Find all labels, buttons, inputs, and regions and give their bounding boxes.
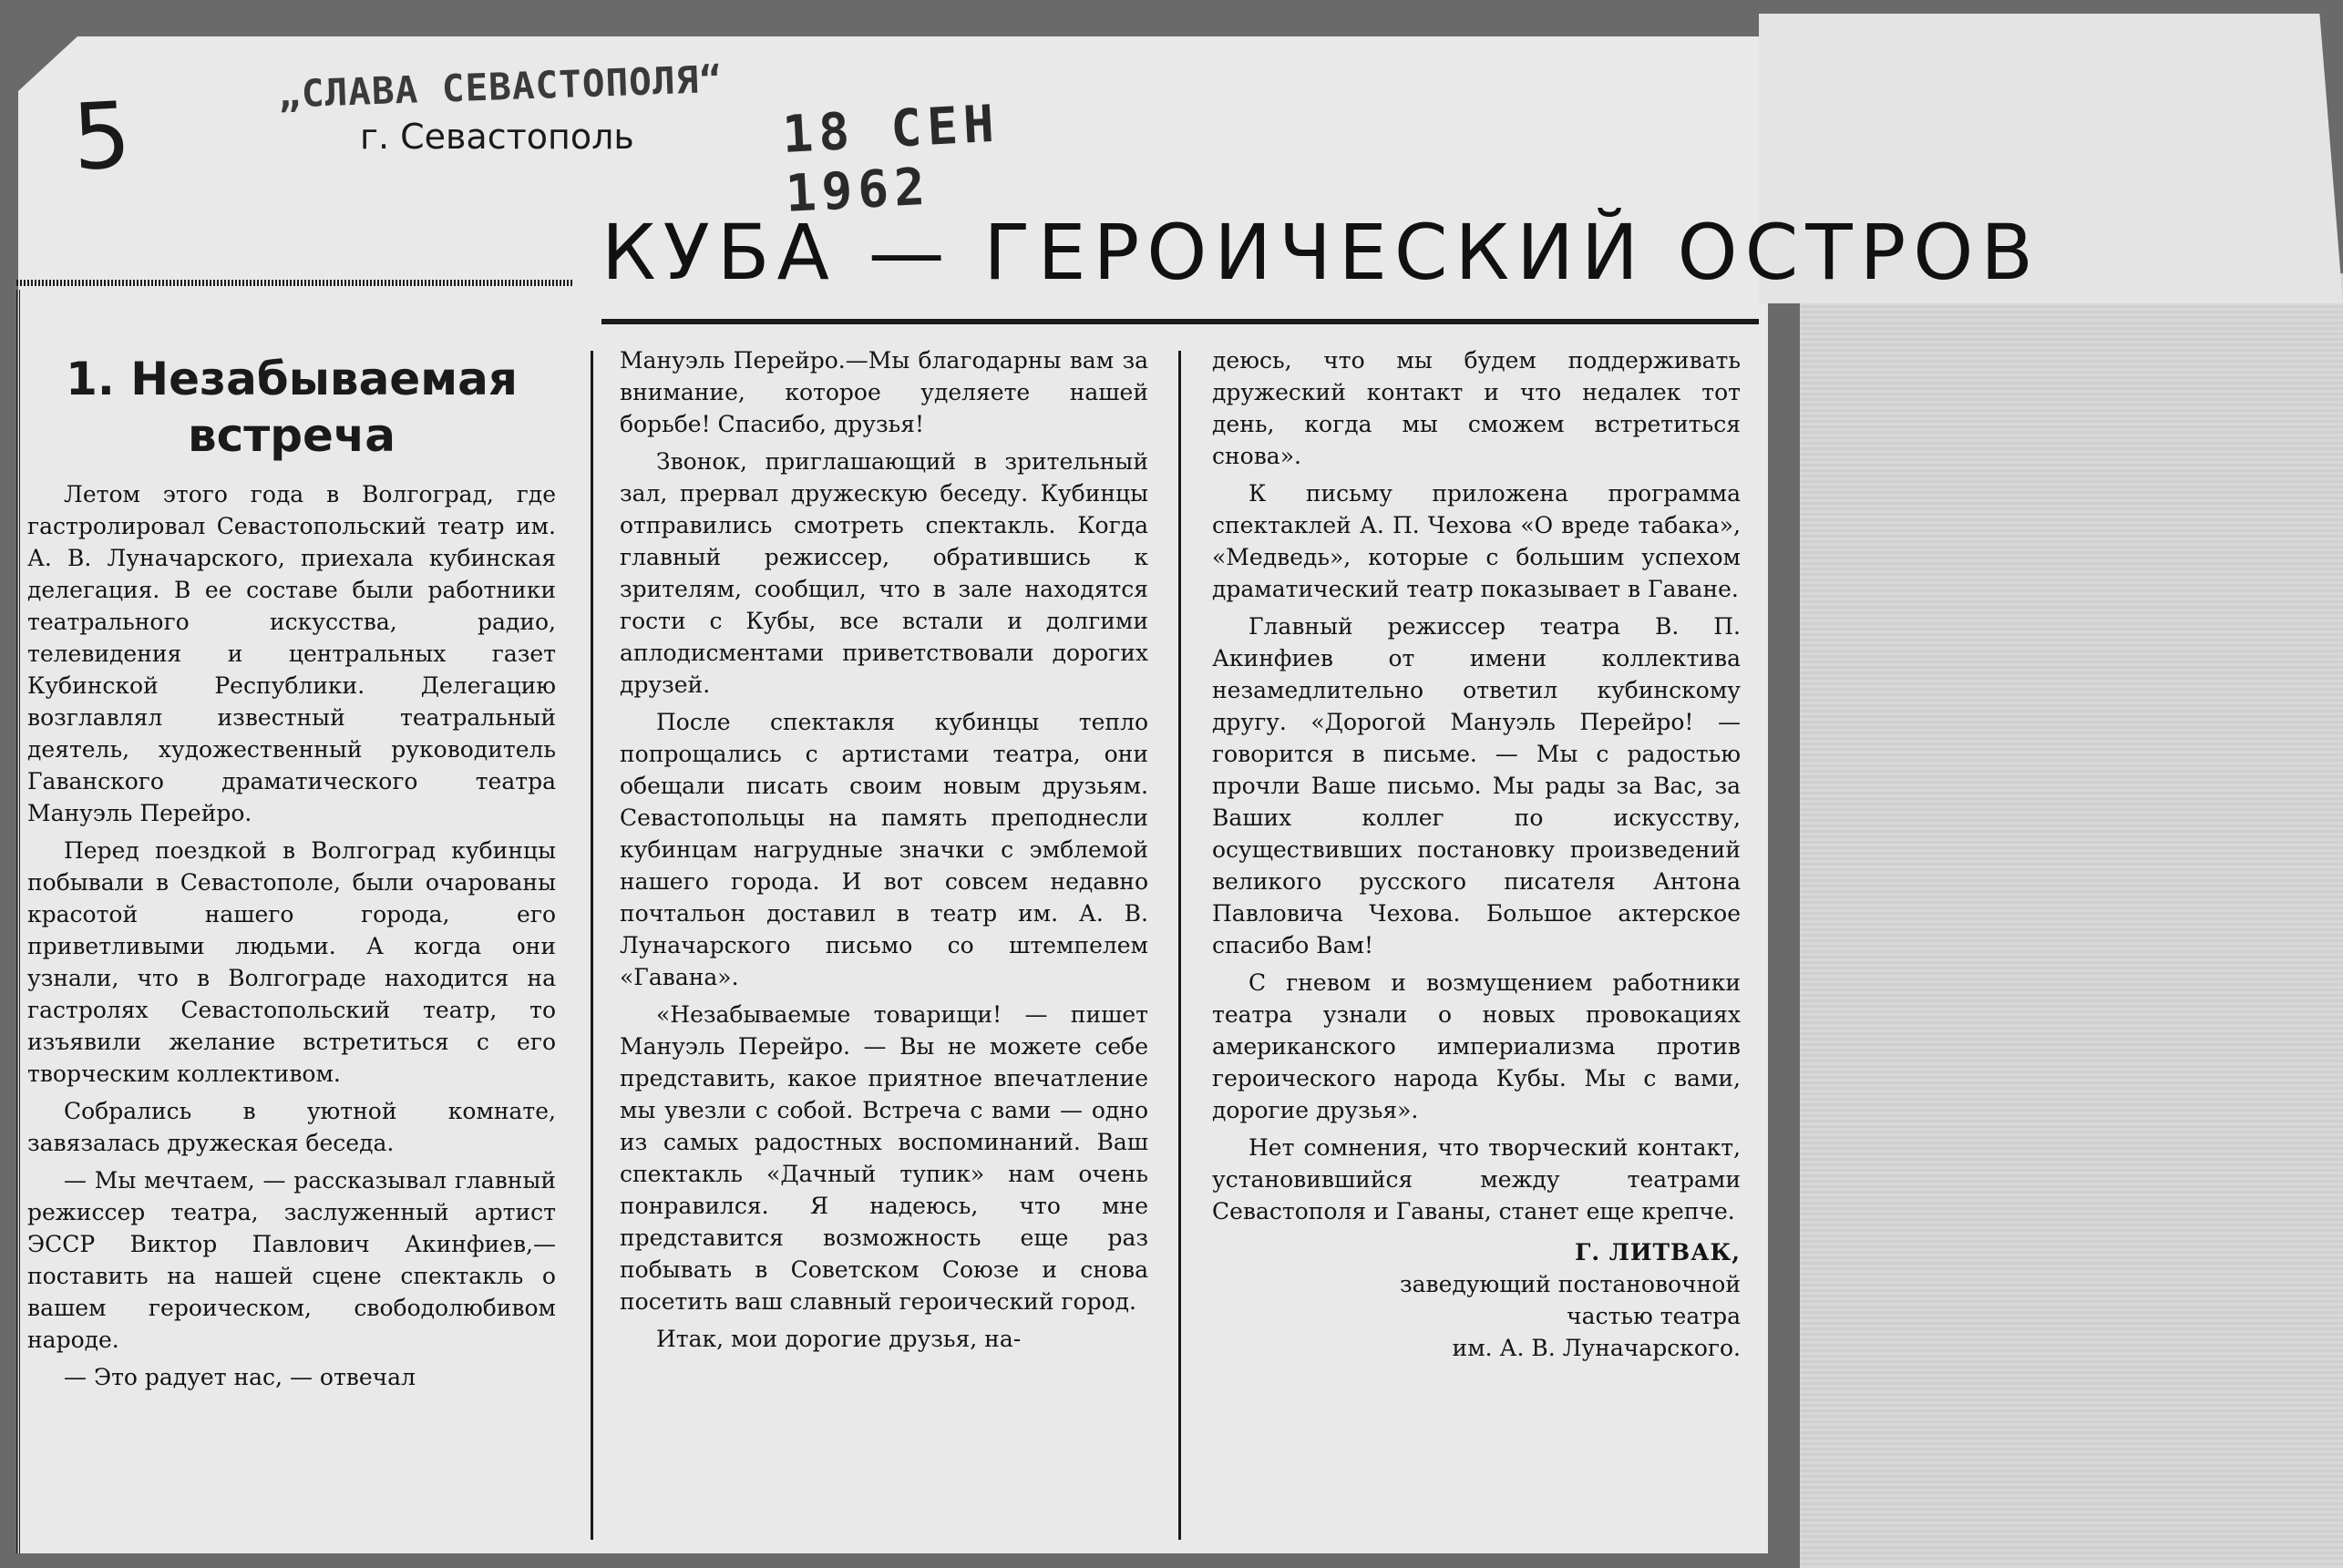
signature-title: заведующий постановочной	[1400, 1271, 1741, 1297]
paragraph: Летом этого года в Волгоград, где гастролировал Севастопольский театр им. А. В. Луначарского, приехала кубинская делегация. В ее составе были работники театрального искусства, радио, телевидения и центральных газет Кубинской Республики. Делегацию возглавлял известный театральный деятель, художественный руководитель Гаванского драматического театра Мануэль Перейро.	[27, 481, 556, 826]
paragraph: деюсь, что мы будем поддерживать дружеский контакт и что недалек тот день, когда мы сможем встретиться снова».	[1212, 347, 1741, 469]
paragraph: После спектакля кубинцы тепло попрощались с артистами театра, они обещали писать своим новым друзьям. Севастопольцы на память преподнесли кубинцам нагрудные значки с эмблемой нашего города. И вот совсем недавно почтальон доставил в театр им. А. В. Луначарского письмо со штемпелем «Гавана».	[620, 709, 1148, 990]
newspaper-city: г. Севастополь	[360, 117, 634, 157]
paragraph: Нет сомнения, что творческий контакт, установившийся между театрами Севастополя и Гаваны, станет еще крепче.	[1212, 1134, 1741, 1225]
paragraph: Собрались в уютной комнате, завязалась дружеская беседа.	[27, 1098, 556, 1156]
paragraph: С гневом и возмущением работники театра узнали о новых провокациях американского империализма против героического народа Кубы. Мы с вами, дорогие друзья».	[1212, 969, 1741, 1123]
paragraph: — Это радует нас, — отвечал	[64, 1364, 416, 1390]
paragraph: Перед поездкой в Волгоград кубинцы побывали в Севастополе, были очарованы красотой нашего города, его приветливыми людьми. А когда они узнали, что в Волгограде находится на гастролях Севастопольский театр, то изъявили желание встретиться с его творческим коллективом.	[27, 837, 556, 1087]
article-subhead: 1. Незабываемая встреча	[66, 353, 518, 462]
article-border-left	[16, 290, 20, 1553]
signature-title: частью театра	[1567, 1303, 1741, 1329]
cardboard-backing	[1800, 273, 2343, 1568]
paragraph: Мануэль Перейро.—Мы благодарны вам за внимание, которое уделяете нашей борьбе! Спасибо, друзья!	[620, 347, 1148, 437]
signature-title: им. А. В. Луначарского.	[1452, 1335, 1741, 1361]
article-signature	[1212, 1236, 1741, 1364]
headline-rule	[601, 319, 1759, 324]
paragraph: «Незабываемые товарищи! — пишет Мануэль Перейро. — Вы не можете себе представить, какое приятное впечатление мы увезли с собой. Встреча с вами — одно из самых радостных воспоминаний. Ваш спектакль «Дачный тупик» нам очень понравился. Я надеюсь, что мне представится возможность еще раз побывать в Советском Союзе и снова посетить ваш славный героический город.	[620, 1001, 1148, 1315]
signature-author: Г. ЛИТВАК,	[1575, 1239, 1741, 1266]
dotted-rule	[16, 280, 572, 286]
article-column-3	[1212, 344, 1741, 1364]
paragraph: Главный режиссер театра В. П. Акинфиев от имени коллектива незамедлительно ответил кубинскому другу. «Дорогой Мануэль Перейро! — говорится в письме. — Мы с радостью прочли Ваше письмо. Мы рады за Вас, за Ваших коллег по искусству, осуществивших постановку произведений великого русского писателя Антона Павловича Чехова. Большое актерское спасибо Вам!	[1212, 613, 1741, 958]
column-divider	[1178, 351, 1181, 1540]
article-column-2	[620, 344, 1148, 1360]
paragraph: — Мы мечтаем, — рассказывал главный режиссер театра, заслуженный артист ЭССР Виктор Павлович Акинфиев,—поставить на нашей сцене спектакль о вашем героическом, свободолюбивом народе.	[27, 1167, 556, 1353]
date-stamp: 18 СЕН 1962	[780, 94, 1002, 224]
paragraph: Итак, мои дорогие друзья, на-	[656, 1326, 1022, 1352]
paragraph: Звонок, приглашающий в зрительный зал, прервал дружескую беседу. Кубинцы отправились смотреть спектакль. Когда главный режиссер, обратившись к зрителям, сообщил, что в зале находятся гости с Кубы, все встали и долгими аплодисментами приветствовали дорогих друзей.	[620, 448, 1148, 698]
headline: КУБА — ГЕРОИЧЕСКИЙ ОСТРОВ	[601, 208, 2041, 297]
newspaper-masthead: „СЛАВА СЕВАСТОПОЛЯ“	[277, 56, 724, 117]
article-column-1	[27, 351, 556, 1399]
column-divider	[591, 351, 593, 1540]
paragraph: К письму приложена программа спектаклей А. П. Чехова «О вреде табака», «Медведь», которые с большим успехом драматический театр показывает в Гаване.	[1212, 480, 1741, 602]
handwritten-page-number: 5	[69, 81, 134, 191]
